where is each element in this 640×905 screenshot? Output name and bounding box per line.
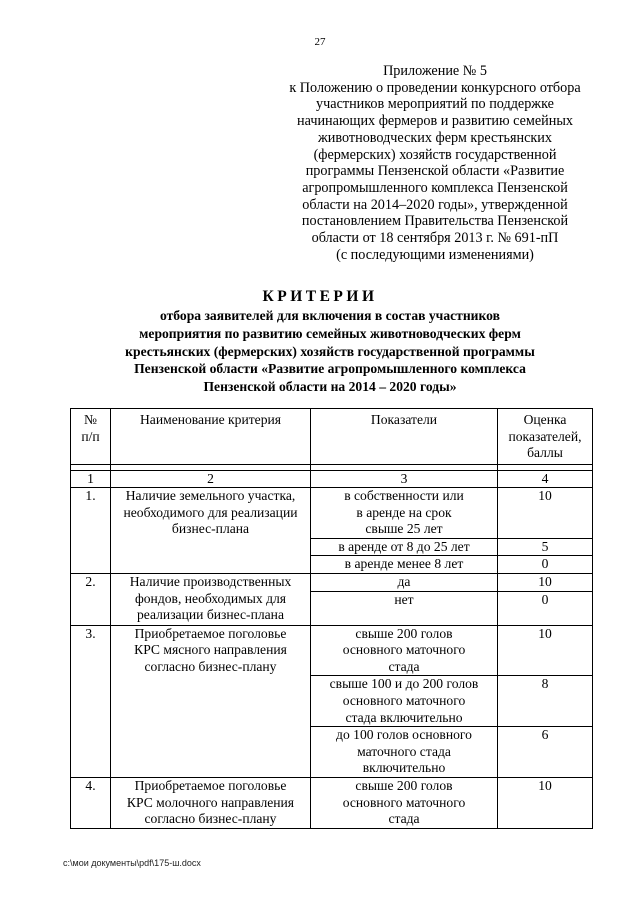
- appendix-line: начинающих фермеров и развитию семейных: [297, 113, 573, 130]
- appendix-header: [266, 63, 604, 263]
- indicator-score: 10: [498, 625, 593, 676]
- column-number: 1: [71, 471, 111, 488]
- table-header-row: [71, 409, 593, 465]
- document-subtitle: [80, 307, 580, 396]
- appendix-line: области от 18 сентября 2013 г. № 691-пП: [311, 230, 559, 247]
- indicator-text: свыше 200 голов основного маточного стада: [311, 625, 498, 676]
- appendix-line: Приложение № 5: [383, 63, 487, 79]
- file-path-footer: c:\мои документы\pdf\175-ш.docx: [63, 858, 201, 868]
- table-row: [71, 573, 593, 591]
- indicator-text: в собственности или в аренде на срок свыше 25 лет: [311, 488, 498, 539]
- row-criterion: Приобретаемое поголовье КРС молочного направления согласно бизнес-плану: [111, 777, 311, 828]
- indicator-text: свыше 100 и до 200 голов основного маточного стада включительно: [311, 676, 498, 727]
- appendix-line: к Положению о проведении конкурсного отбора: [289, 79, 581, 96]
- header-indicators: Показатели: [311, 409, 498, 465]
- indicator-text: да: [311, 573, 498, 591]
- appendix-line: области на 2014–2020 годы», утвержденной: [302, 196, 568, 213]
- indicator-score: 10: [498, 488, 593, 539]
- indicator-score: 0: [498, 591, 593, 625]
- row-num: 3.: [71, 625, 111, 777]
- table-row: [71, 488, 593, 539]
- indicator-score: 5: [498, 538, 593, 556]
- indicator-score: 0: [498, 556, 593, 574]
- appendix-line: участников мероприятий по поддержке: [316, 96, 554, 113]
- header-score: Оценка показателей, баллы: [498, 409, 593, 465]
- indicator-score: 6: [498, 727, 593, 778]
- appendix-line: (фермерских) хозяйств государственной: [313, 146, 557, 163]
- header-num: № п/п: [71, 409, 111, 465]
- table-row: [71, 777, 593, 828]
- appendix-line: (с последующими изменениями): [336, 246, 534, 263]
- appendix-line: животноводческих ферм крестьянских: [318, 129, 552, 146]
- column-number: 2: [111, 471, 311, 488]
- subtitle-line: отбора заявителей для включения в состав участников: [160, 308, 500, 323]
- indicator-score: 10: [498, 573, 593, 591]
- appendix-line: постановлением Правительства Пензенской: [301, 213, 569, 230]
- document-title: КРИТЕРИИ: [262, 288, 378, 305]
- indicator-text: до 100 голов основного маточного стада включительно: [311, 727, 498, 778]
- row-criterion: Наличие производственных фондов, необходимых для реализации бизнес-плана: [111, 573, 311, 625]
- row-criterion: Наличие земельного участка, необходимого для реализации бизнес-плана: [111, 488, 311, 574]
- indicator-score: 8: [498, 676, 593, 727]
- table-row: [71, 625, 593, 676]
- criteria-table: [70, 408, 593, 829]
- subtitle-line: Пензенской области «Развитие агропромышленного комплекса: [134, 361, 526, 377]
- indicator-text: в аренде менее 8 лет: [311, 556, 498, 574]
- indicator-text: нет: [311, 591, 498, 625]
- indicator-score: 10: [498, 777, 593, 828]
- appendix-line: программы Пензенской области «Развитие: [305, 163, 565, 180]
- subtitle-line: крестьянских (фермерских) хозяйств государственной программы: [125, 343, 535, 359]
- row-num: 2.: [71, 573, 111, 625]
- row-num: 1.: [71, 488, 111, 574]
- indicator-text: в аренде от 8 до 25 лет: [311, 538, 498, 556]
- row-num: 4.: [71, 777, 111, 828]
- column-numbers-row: [71, 471, 593, 488]
- header-criterion: Наименование критерия: [111, 409, 311, 465]
- subtitle-line: мероприятия по развитию семейных животноводческих ферм: [139, 325, 521, 341]
- subtitle-line: Пензенской области на 2014 – 2020 годы»: [203, 379, 457, 395]
- column-number: 3: [311, 471, 498, 488]
- page-number: 27: [314, 36, 326, 48]
- indicator-text: свыше 200 голов основного маточного стада: [311, 777, 498, 828]
- row-criterion: Приобретаемое поголовье КРС мясного направления согласно бизнес-плану: [111, 625, 311, 777]
- appendix-line: агропромышленного комплекса Пензенской: [302, 179, 568, 196]
- column-number: 4: [498, 471, 593, 488]
